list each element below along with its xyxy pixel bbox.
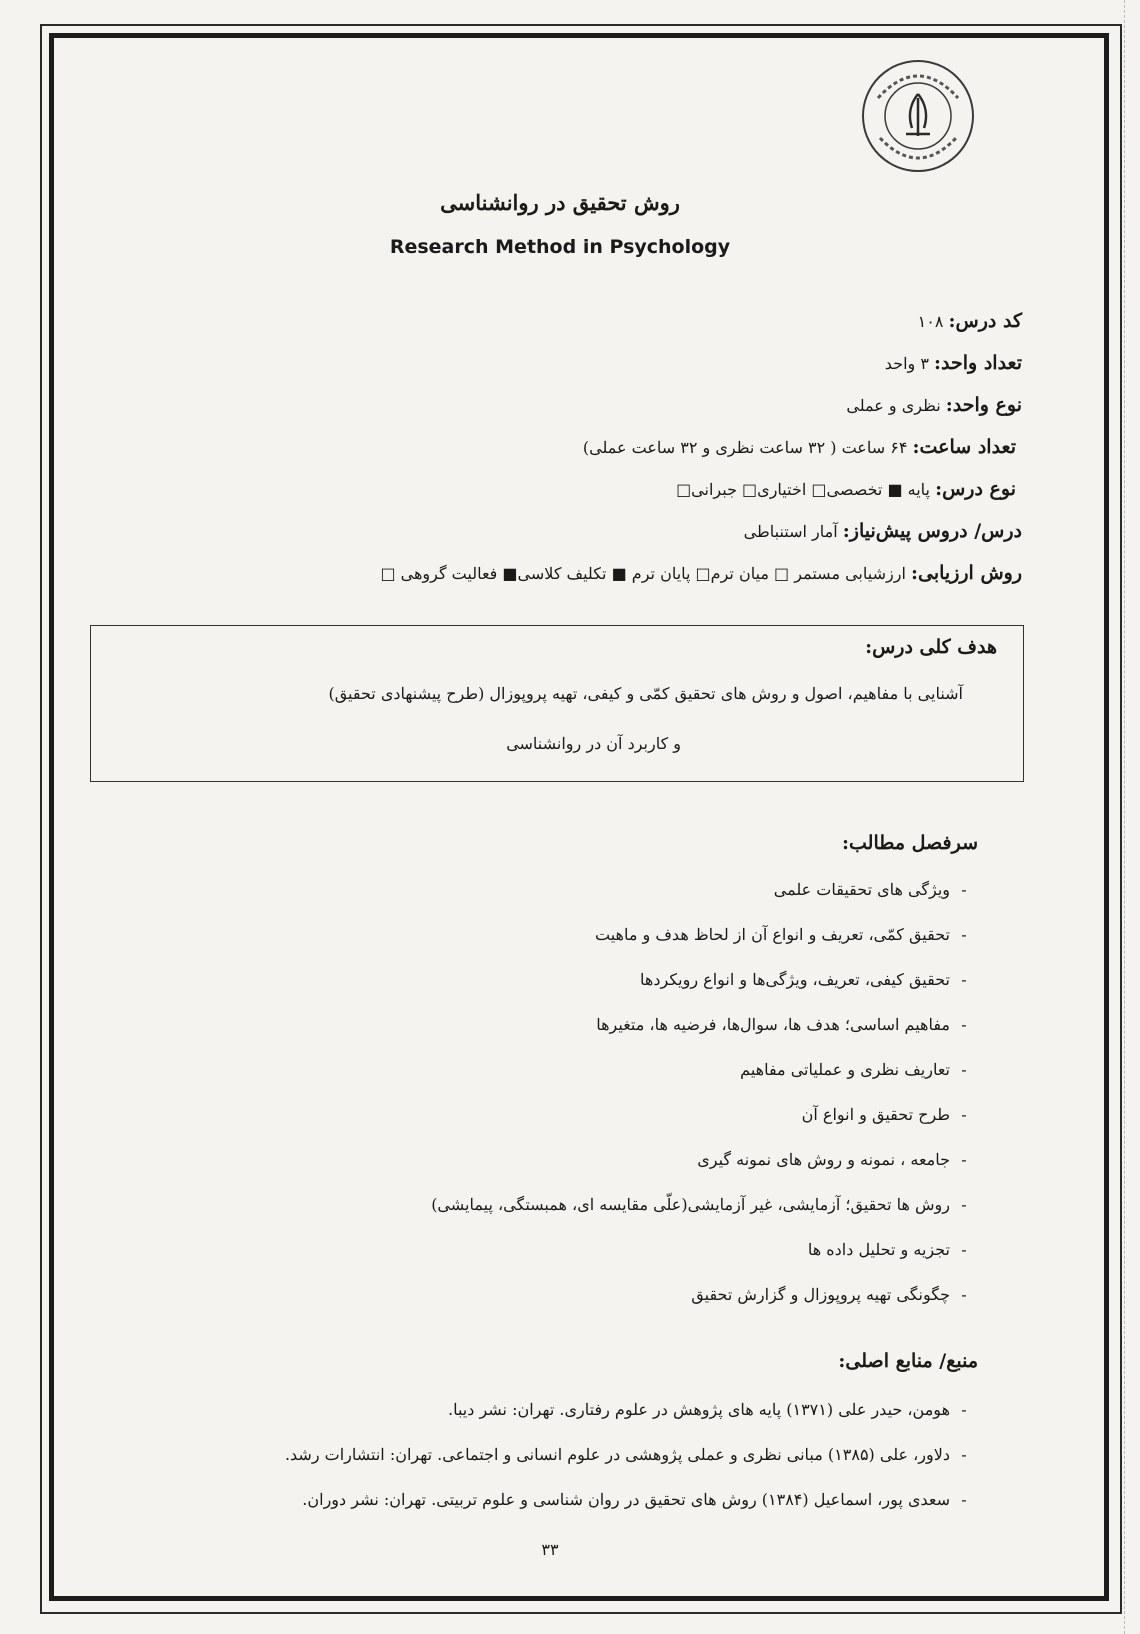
topic-item: [697, 1150, 978, 1169]
binding-edge: [1124, 0, 1135, 1634]
course-goal-heading: هدف کلی درس:: [865, 636, 997, 658]
topic-item: [640, 970, 978, 989]
evaluation-label: روش ارزیابی:: [910, 562, 1022, 584]
prerequisite-row: [744, 520, 1022, 542]
course-type-row: [676, 478, 1016, 500]
bullet-dash: -: [961, 1150, 967, 1169]
page-number: ۳۳: [541, 1540, 559, 1559]
topic-item: [595, 925, 978, 944]
hours-value: ۶۴ ساعت ( ۳۲ ساعت نظری و ۳۲ ساعت عملی): [582, 438, 913, 457]
topic-item: [774, 880, 978, 899]
topic-item-text: تعاریف نظری و عملیاتی مفاهیم: [740, 1060, 950, 1079]
unit-type-label: نوع واحد:: [945, 394, 1022, 416]
topic-item-text: طرح تحقیق و انواع آن: [801, 1105, 950, 1124]
bullet-dash: -: [961, 1240, 967, 1259]
topic-item-text: تجزیه و تحلیل داده ها: [807, 1240, 950, 1259]
bullet-dash: -: [961, 1400, 967, 1419]
bullet-dash: -: [961, 1015, 967, 1034]
evaluation-value: ارزشیابی مستمر □ میان ترم□ پایان ترم ■ تکلیف کلاسی■ فعالیت گروهی □: [380, 564, 911, 583]
prerequisite-value: آمار استنباطی: [743, 522, 843, 541]
course-goal-line-1: آشنایی با مفاهیم، اصول و روش های تحقیق کمّی و کیفی، تهیه پروپوزال (طرح پیشنهادی تحقیق): [328, 684, 963, 703]
sources-heading: منبع/ منابع اصلی:: [838, 1350, 978, 1372]
source-item-text: هومن، حیدر علی (۱۳۷۱) پایه های پژوهش در علوم رفتاری. تهران: نشر دیبا.: [447, 1400, 950, 1419]
prerequisite-label: درس/ دروس پیش‌نیاز:: [842, 520, 1022, 542]
evaluation-row: [380, 562, 1022, 584]
topic-item-text: مفاهیم اساسی؛ هدف ها، سوال‌ها، فرضیه ها، متغیرها: [596, 1015, 950, 1034]
bullet-dash: -: [961, 1490, 967, 1509]
topic-item: [431, 1195, 978, 1214]
source-item-text: سعدی پور، اسماعیل (۱۳۸۴) روش های تحقیق در روان شناسی و علوم تربیتی. تهران: نشر دوران.: [302, 1490, 950, 1509]
course-code-row: [918, 310, 1022, 332]
bullet-dash: -: [961, 1445, 967, 1464]
unit-type-value: نظری و عملی: [846, 396, 946, 415]
ministry-seal-logo: [860, 58, 976, 174]
bullet-dash: -: [961, 880, 967, 899]
source-item: [285, 1445, 978, 1464]
units-count-value: ۳ واحد: [884, 354, 935, 373]
bullet-dash: -: [961, 1285, 967, 1304]
source-item-text: دلاور، علی (۱۳۸۵) مبانی نظری و عملی پژوهشی در علوم انسانی و اجتماعی. تهران: انتشارات رشد.: [284, 1445, 950, 1464]
hours-label: تعداد ساعت:: [912, 436, 1016, 458]
topic-item-text: جامعه ، نمونه و روش های نمونه گیری: [697, 1150, 950, 1169]
topic-item: [802, 1105, 978, 1124]
topic-item-text: تحقیق کمّی، تعریف و انواع آن از لحاظ هدف و ماهیت: [595, 925, 950, 944]
units-count-row: [885, 352, 1022, 374]
course-goal-line-2: و کاربرد آن در روانشناسی: [506, 734, 681, 753]
course-title-persian: روش تحقیق در روانشناسی: [440, 190, 680, 215]
topic-item: [740, 1060, 978, 1079]
topic-item-text: تحقیق کیفی، تعریف، ویژگی‌ها و انواع رویکردها: [640, 970, 950, 989]
source-item: [448, 1400, 978, 1419]
topic-item-text: روش ها تحقیق؛ آزمایشی، غیر آزمایشی(علّی مقایسه ای، همبستگی، پیمایشی): [431, 1195, 950, 1214]
course-title-english: Research Method in Psychology: [389, 236, 731, 258]
bullet-dash: -: [961, 1105, 967, 1124]
bullet-dash: -: [961, 1195, 967, 1214]
course-type-label: نوع درس:: [935, 478, 1016, 500]
course-code-value: ۱۰۸: [917, 312, 949, 331]
course-code-label: کد درس:: [948, 310, 1022, 332]
topics-heading: سرفصل مطالب:: [842, 832, 978, 854]
source-item: [302, 1490, 978, 1509]
topic-item: [691, 1285, 978, 1304]
hours-row: [583, 436, 1016, 458]
bullet-dash: -: [961, 970, 967, 989]
topic-item: [808, 1240, 978, 1259]
unit-type-row: [846, 394, 1022, 416]
topic-item-text: ویژگی های تحقیقات علمی: [773, 880, 950, 899]
topic-item-text: چگونگی تهیه پروپوزال و گزارش تحقیق: [691, 1285, 950, 1304]
units-count-label: تعداد واحد:: [934, 352, 1022, 374]
course-goal-box: [90, 625, 1024, 782]
bullet-dash: -: [961, 1060, 967, 1079]
course-type-value: پایه ■ تخصصی□ اختیاری□ جبرانی□: [676, 480, 936, 499]
topic-item: [596, 1015, 978, 1034]
bullet-dash: -: [961, 925, 967, 944]
